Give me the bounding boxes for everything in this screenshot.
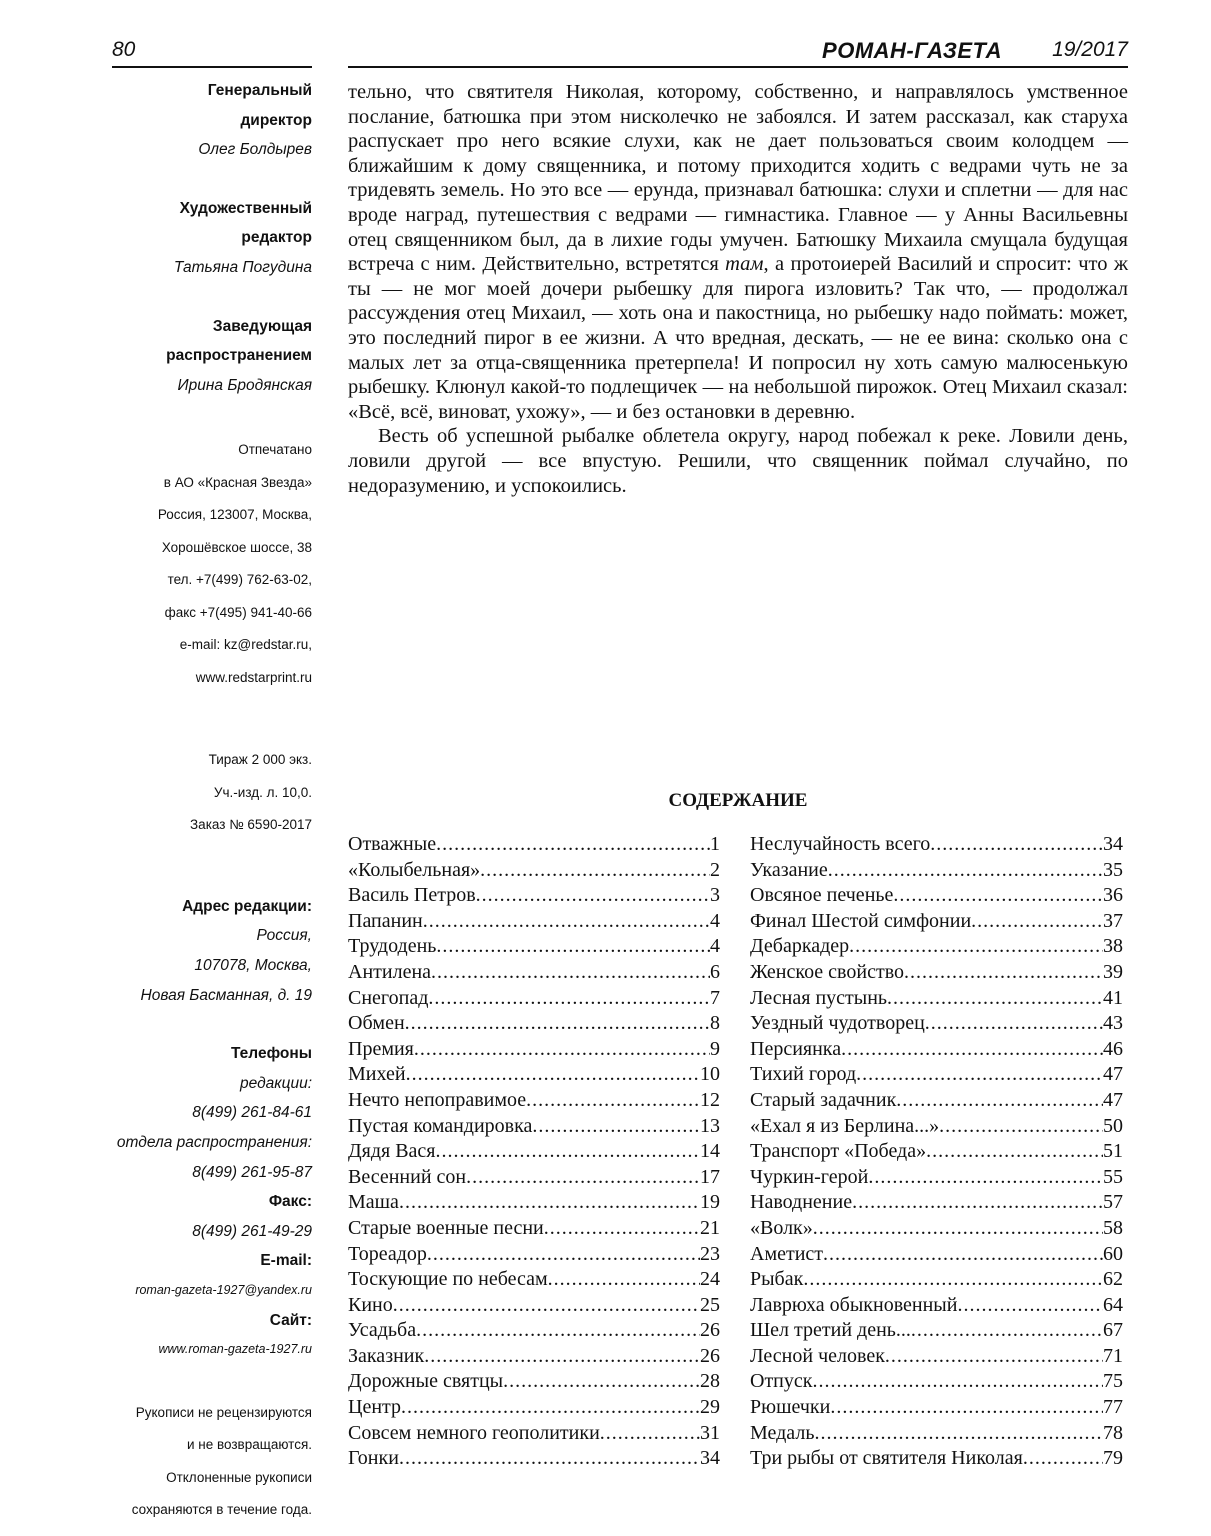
toc-item-page: 50 bbox=[1103, 1114, 1123, 1137]
toc-item-page: 31 bbox=[700, 1421, 720, 1444]
toc-item-page: 38 bbox=[1103, 935, 1123, 958]
toc-item bbox=[348, 858, 720, 884]
article-text-run: , а протоиерей Василий и спросит: что ж ты — не мог моей дочери рыбешку для пирога изловить? Так что, — продолжал рассуждения отец Михаил, — хоть она и пакостница, но рыбешку надо поймать: может, это последний пирог в ее жизни. А что вредная, дескать, — не ее вина: сколько она с малых лет за отца-священника претерпела! И попросил ну хоть самую малюсенькую рыбешку. Клюнул какой-то подлещичек — на небольшой пирожок. Отец Михаил сказал: «Всё, всё, виноват, ухожу», — и без остановки в деревню. bbox=[348, 253, 1128, 423]
toc-leader-dots bbox=[476, 883, 710, 909]
toc-leader-dots bbox=[828, 858, 1103, 884]
toc-item-page: 10 bbox=[700, 1063, 720, 1086]
toc-item bbox=[348, 1216, 720, 1242]
header-left bbox=[112, 38, 312, 68]
toc-item bbox=[348, 934, 720, 960]
toc-item-title: Аметист bbox=[750, 1242, 824, 1265]
toc-leader-dots bbox=[911, 1318, 1103, 1344]
toc-leader-dots bbox=[852, 1190, 1103, 1216]
gen-dir-name: Олег Болдырев bbox=[198, 141, 312, 159]
toc-item-page: 25 bbox=[700, 1293, 720, 1316]
toc-item-title: Шел третий день... bbox=[750, 1319, 911, 1342]
printer-line: e-mail: kz@redstar.ru, bbox=[179, 637, 312, 653]
toc-item-title: Три рыбы от святителя Николая bbox=[750, 1447, 1023, 1470]
toc-item bbox=[348, 1190, 720, 1216]
toc-item-page: 41 bbox=[1103, 986, 1123, 1009]
toc-leader-dots bbox=[416, 1318, 700, 1344]
toc-item bbox=[348, 1088, 720, 1114]
toc-item bbox=[750, 832, 1123, 858]
printer-line: факс +7(495) 941-40-66 bbox=[164, 604, 312, 620]
toc-column-right bbox=[750, 832, 1123, 1472]
toc-item bbox=[750, 986, 1123, 1012]
toc-leader-dots bbox=[925, 1011, 1103, 1037]
phones-dist: 8(499) 261-95-87 bbox=[192, 1163, 312, 1181]
toc-leader-dots bbox=[480, 858, 710, 884]
toc-item-page: 21 bbox=[700, 1216, 720, 1239]
toc-item-title: «Ехал я из Берлина...» bbox=[750, 1114, 940, 1137]
toc-leader-dots bbox=[423, 909, 710, 935]
toc-item bbox=[348, 1165, 720, 1191]
toc-item-page: 64 bbox=[1103, 1293, 1123, 1316]
imprint-sidebar bbox=[100, 76, 312, 1527]
fax-title: Факс: bbox=[268, 1193, 312, 1211]
article-text bbox=[348, 80, 1128, 498]
toc-item bbox=[750, 1114, 1123, 1140]
toc-item-page: 26 bbox=[700, 1344, 720, 1367]
toc-item bbox=[348, 1293, 720, 1319]
toc-item-page: 9 bbox=[710, 1037, 720, 1060]
toc-leader-dots bbox=[885, 1344, 1103, 1370]
toc-item-title: Тореадор bbox=[348, 1242, 427, 1265]
toc-item-title: Уездный чудотворец bbox=[750, 1012, 925, 1035]
toc-item-title: Дебаркадер bbox=[750, 935, 850, 958]
toc-item-page: 1 bbox=[710, 833, 720, 855]
toc-item bbox=[348, 960, 720, 986]
toc-item-page: 3 bbox=[710, 884, 720, 907]
toc-item-page: 67 bbox=[1103, 1319, 1123, 1342]
toc-title: СОДЕРЖАНИЕ bbox=[668, 790, 808, 811]
toc-item bbox=[348, 1267, 720, 1293]
toc-column-left bbox=[348, 832, 720, 1472]
notice-line: Рукописи не рецензируются bbox=[135, 1404, 312, 1420]
toc-item bbox=[750, 1318, 1123, 1344]
toc-item-title: Овсяное печенье bbox=[750, 884, 894, 907]
toc-leader-dots bbox=[544, 1216, 700, 1242]
toc-item bbox=[750, 909, 1123, 935]
toc-item-page: 79 bbox=[1103, 1447, 1123, 1470]
toc-item-title: Персиянка bbox=[750, 1037, 842, 1060]
toc-item bbox=[348, 1395, 720, 1421]
toc-item-title: Кино bbox=[348, 1293, 393, 1316]
toc-item bbox=[750, 1165, 1123, 1191]
toc-item-page: 55 bbox=[1103, 1165, 1123, 1188]
toc-item-title: Тоскующие по небесам bbox=[348, 1268, 548, 1291]
toc-item-title: Рыбак bbox=[750, 1268, 804, 1291]
toc-leader-dots bbox=[939, 1114, 1103, 1140]
toc-leader-dots bbox=[399, 1446, 700, 1472]
toc-item-title: Медаль bbox=[750, 1421, 815, 1444]
art-ed-name: Татьяна Погудина bbox=[173, 258, 312, 276]
toc-item-page: 6 bbox=[710, 960, 720, 983]
toc-leader-dots bbox=[893, 883, 1103, 909]
toc-leader-dots bbox=[930, 832, 1103, 858]
toc-item bbox=[348, 1037, 720, 1063]
gen-dir-title-2: директор bbox=[240, 111, 312, 129]
toc-item bbox=[348, 1318, 720, 1344]
phones-editorial-label: редакции: bbox=[240, 1074, 312, 1092]
gen-dir-title-1: Генеральный bbox=[207, 82, 312, 99]
toc-item-title: «Колыбельная» bbox=[348, 858, 481, 881]
toc-item-page: 37 bbox=[1103, 909, 1123, 932]
toc-leader-dots bbox=[957, 1293, 1103, 1319]
notice-line: сохраняются в течение года. bbox=[131, 1502, 312, 1518]
toc-leader-dots bbox=[841, 1037, 1103, 1063]
print-run-info bbox=[100, 744, 312, 842]
printer-info bbox=[100, 434, 312, 694]
notice-line: Отклоненные рукописи bbox=[166, 1469, 312, 1485]
toc-leader-dots bbox=[830, 1395, 1103, 1421]
toc-item-title: Михей bbox=[348, 1063, 406, 1086]
toc-item-page: 36 bbox=[1103, 884, 1123, 907]
toc-item-title: Дядя Вася bbox=[348, 1140, 436, 1163]
art-ed-title-1: Художественный bbox=[179, 199, 312, 217]
toc-item bbox=[750, 1421, 1123, 1447]
phones-editorial: 8(499) 261-84-61 bbox=[192, 1104, 312, 1122]
toc-item-title: Лесная пустынь bbox=[750, 986, 888, 1009]
toc-item-page: 57 bbox=[1103, 1191, 1123, 1214]
article-text-run: тельно, что святителя Николая, которому, собственно, и направлялось умственное послание, батюшка при этом нисколечко не забоялся. И затем рассказал, как старуха распускает про него всякие слухи, как не дает пользоваться своим колодцем — ближайшим к дому священника, и потому приходится ходить с ведрами чуть не за тридевять земель. Но это все — ерунда, признавал батюшка: слухи и сплетни — для нас вроде наград, путешествия с ведрами — гимнастика. Главное — у Анны Васильевны отец священником был, да в лихие годы умучен. Батюшку Михаила смущала будущая встреча с ним. Действительно, встретятся bbox=[348, 81, 1128, 276]
toc-item-page: 34 bbox=[1103, 833, 1123, 855]
printer-line: в АО «Красная Звезда» bbox=[163, 474, 312, 490]
toc-item-page: 23 bbox=[700, 1242, 720, 1265]
page-number: 80 bbox=[112, 38, 136, 61]
article-paragraph bbox=[348, 80, 1128, 424]
toc-item bbox=[750, 1344, 1123, 1370]
toc-item-page: 12 bbox=[700, 1088, 720, 1111]
address-line: Россия, bbox=[256, 927, 312, 945]
toc-item-page: 39 bbox=[1103, 960, 1123, 983]
toc-item-title: Папанин bbox=[348, 909, 423, 932]
toc-item-page: 34 bbox=[700, 1447, 720, 1470]
dist-title-1: Заведующая bbox=[212, 317, 312, 335]
toc-item bbox=[348, 1344, 720, 1370]
toc-leader-dots bbox=[887, 986, 1103, 1012]
site-title: Сайт: bbox=[269, 1311, 312, 1329]
toc-leader-dots bbox=[399, 1190, 700, 1216]
toc-item bbox=[750, 883, 1123, 909]
art-ed-title-2: редактор bbox=[241, 229, 312, 247]
toc-leader-dots bbox=[896, 1088, 1103, 1114]
site-url: www.roman-gazeta-1927.ru bbox=[158, 1342, 312, 1357]
toc-item-title: Антилена bbox=[348, 960, 432, 983]
printer-line: Отпечатано bbox=[238, 442, 312, 458]
toc-item-title: Женское свойство bbox=[750, 960, 904, 983]
toc-item-page: 14 bbox=[700, 1140, 720, 1163]
toc-leader-dots bbox=[868, 1165, 1103, 1191]
toc-item-title: Лесной человек bbox=[750, 1344, 885, 1367]
toc-item bbox=[750, 1369, 1123, 1395]
toc-leader-dots bbox=[436, 832, 710, 858]
toc-leader-dots bbox=[823, 1242, 1103, 1268]
toc-item-page: 7 bbox=[710, 986, 720, 1009]
toc-item-title: Отважные bbox=[348, 833, 437, 855]
toc-item-page: 58 bbox=[1103, 1216, 1123, 1239]
toc-leader-dots bbox=[1023, 1446, 1103, 1472]
toc-item-page: 43 bbox=[1103, 1012, 1123, 1035]
toc-item-title: Василь Петров bbox=[348, 884, 476, 907]
toc-item bbox=[348, 832, 720, 858]
toc-item-title: Наводнение bbox=[750, 1191, 853, 1214]
printer-line: тел. +7(499) 762-63-02, bbox=[167, 572, 312, 588]
toc-item-page: 47 bbox=[1103, 1088, 1123, 1111]
toc-leader-dots bbox=[600, 1421, 700, 1447]
magazine-title: РОМАН-ГАЗЕТА bbox=[822, 38, 1002, 63]
toc-item bbox=[348, 909, 720, 935]
toc-leader-dots bbox=[393, 1293, 700, 1319]
toc-item-page: 2 bbox=[710, 858, 720, 881]
toc-item-title: Лаврюха обыкновенный bbox=[750, 1293, 958, 1316]
toc-leader-dots bbox=[428, 986, 710, 1012]
dist-title-2: распространением bbox=[166, 347, 312, 365]
toc-item-title: «Волк» bbox=[750, 1216, 813, 1239]
toc-leader-dots bbox=[926, 1139, 1103, 1165]
toc-item bbox=[750, 1395, 1123, 1421]
toc-item-title: Снегопад bbox=[348, 986, 429, 1009]
toc-item-title: Финал Шестой симфонии bbox=[750, 909, 972, 932]
toc-item-title: Усадьба bbox=[348, 1319, 417, 1342]
toc-item bbox=[750, 1062, 1123, 1088]
toc-item bbox=[750, 934, 1123, 960]
toc-item bbox=[750, 1037, 1123, 1063]
toc-item-page: 78 bbox=[1103, 1421, 1123, 1444]
toc-item bbox=[348, 883, 720, 909]
toc-item-page: 28 bbox=[700, 1370, 720, 1393]
toc-item-page: 19 bbox=[700, 1191, 720, 1214]
toc-item-page: 71 bbox=[1103, 1344, 1123, 1367]
toc-leader-dots bbox=[401, 1395, 700, 1421]
toc-leader-dots bbox=[849, 934, 1103, 960]
toc-item bbox=[750, 960, 1123, 986]
toc-item bbox=[750, 1293, 1123, 1319]
address-line: Новая Басманная, д. 19 bbox=[140, 986, 312, 1004]
toc-leader-dots bbox=[814, 1421, 1103, 1447]
toc-item bbox=[348, 1011, 720, 1037]
toc-item bbox=[348, 1242, 720, 1268]
toc-leader-dots bbox=[803, 1267, 1103, 1293]
toc-item-page: 4 bbox=[710, 935, 720, 958]
toc-leader-dots bbox=[526, 1088, 700, 1114]
toc-item bbox=[750, 1139, 1123, 1165]
dist-name: Ирина Бродянская bbox=[177, 376, 312, 394]
issue-number: 19/2017 bbox=[1052, 38, 1128, 61]
toc-item-title: Нечто непоправимое bbox=[348, 1088, 527, 1111]
toc-item-title: Премия bbox=[348, 1037, 414, 1060]
toc-item bbox=[348, 1139, 720, 1165]
article-paragraph: Весть об успешной рыбалке облетела округу, народ побежал к реке. Ловили день, ловили другой — все впустую. Решили, что священник поймал случайно, по недоразумению, и успокоились. bbox=[348, 425, 1128, 497]
toc-item-page: 77 bbox=[1103, 1396, 1123, 1419]
phones-title: Телефоны bbox=[230, 1045, 312, 1063]
phones-dist-label: отдела распространения: bbox=[116, 1134, 312, 1151]
toc-leader-dots bbox=[427, 1242, 700, 1268]
toc-item-page: 26 bbox=[700, 1319, 720, 1342]
toc-item bbox=[348, 1421, 720, 1447]
toc-item-title: Указание bbox=[750, 858, 828, 881]
toc-item bbox=[348, 1062, 720, 1088]
address-line: 107078, Москва, bbox=[194, 957, 312, 975]
toc-leader-dots bbox=[436, 1139, 700, 1165]
notice-line: и не возвращаются. bbox=[186, 1437, 312, 1453]
toc-item-page: 75 bbox=[1103, 1370, 1123, 1393]
toc-leader-dots bbox=[532, 1114, 700, 1140]
toc-item-title: Рюшечки bbox=[750, 1396, 831, 1419]
toc-item bbox=[750, 1242, 1123, 1268]
printer-line: Россия, 123007, Москва, bbox=[157, 507, 312, 523]
toc-item-title: Обмен bbox=[348, 1012, 405, 1035]
toc-item bbox=[750, 1088, 1123, 1114]
toc-leader-dots bbox=[414, 1037, 710, 1063]
toc-leader-dots bbox=[813, 1216, 1103, 1242]
fax-number: 8(499) 261-49-29 bbox=[192, 1222, 312, 1240]
toc-item-title: Совсем немного геополитики bbox=[348, 1421, 600, 1444]
address-title: Адрес редакции: bbox=[182, 897, 312, 915]
toc-leader-dots bbox=[548, 1267, 700, 1293]
toc-item-title: Дорожные святцы bbox=[348, 1370, 504, 1393]
printer-line: www.redstarprint.ru bbox=[195, 669, 312, 685]
toc-leader-dots bbox=[856, 1062, 1103, 1088]
toc-item-title: Старые военные песни bbox=[348, 1216, 544, 1239]
toc-item-page: 8 bbox=[710, 1012, 720, 1035]
toc-item-page: 51 bbox=[1103, 1140, 1123, 1163]
toc-item-title: Отпуск bbox=[750, 1370, 813, 1393]
toc-leader-dots bbox=[466, 1165, 700, 1191]
toc-item-page: 35 bbox=[1103, 858, 1123, 881]
print-run-line: Уч.-изд. л. 10,0. bbox=[213, 784, 312, 800]
print-run-line: Тираж 2 000 экз. bbox=[208, 752, 312, 768]
toc-item-page: 4 bbox=[710, 909, 720, 932]
toc-item-page: 17 bbox=[700, 1165, 720, 1188]
toc-item-page: 62 bbox=[1103, 1268, 1123, 1291]
email-title: E-mail: bbox=[260, 1252, 312, 1270]
toc-item-page: 24 bbox=[700, 1268, 720, 1291]
print-run-line: Заказ № 6590-2017 bbox=[190, 817, 312, 833]
toc-item-title: Трудодень bbox=[348, 935, 437, 958]
toc-item-page: 47 bbox=[1103, 1063, 1123, 1086]
header-right bbox=[348, 38, 1128, 68]
toc-item-page: 13 bbox=[700, 1114, 720, 1137]
toc-leader-dots bbox=[436, 934, 710, 960]
toc-item-title: Центр bbox=[348, 1396, 402, 1419]
toc-item-title: Заказник bbox=[348, 1344, 425, 1367]
toc-item-title: Весенний сон bbox=[348, 1165, 467, 1188]
toc-item bbox=[348, 1446, 720, 1472]
toc-leader-dots bbox=[904, 960, 1103, 986]
toc-item bbox=[348, 1369, 720, 1395]
toc-item-title: Пустая командировка bbox=[348, 1114, 533, 1137]
printer-line: Хорошёвское шоссе, 38 bbox=[161, 539, 312, 555]
toc-item-title: Старый задачник bbox=[750, 1088, 897, 1111]
toc-item-title: Транспорт «Победа» bbox=[750, 1140, 927, 1163]
toc-item-page: 29 bbox=[700, 1396, 720, 1419]
toc-item bbox=[750, 1011, 1123, 1037]
toc-leader-dots bbox=[405, 1011, 710, 1037]
toc-leader-dots bbox=[431, 960, 710, 986]
toc-item bbox=[750, 1446, 1123, 1472]
toc-leader-dots bbox=[503, 1369, 700, 1395]
toc-leader-dots bbox=[424, 1344, 700, 1370]
toc-item bbox=[348, 1114, 720, 1140]
toc-leader-dots bbox=[406, 1062, 700, 1088]
toc-item-page: 60 bbox=[1103, 1242, 1123, 1265]
toc-item-title: Тихий город bbox=[750, 1063, 857, 1086]
toc-item bbox=[750, 1190, 1123, 1216]
manuscript-notice bbox=[100, 1397, 312, 1527]
toc-item-title: Неслучайность всего bbox=[750, 833, 931, 855]
email-address: roman-gazeta-1927@yandex.ru bbox=[135, 1282, 312, 1297]
toc-leader-dots bbox=[971, 909, 1103, 935]
article-emphasis: там bbox=[725, 253, 764, 276]
toc-item bbox=[750, 858, 1123, 884]
toc-item-page: 46 bbox=[1103, 1037, 1123, 1060]
toc-item-title: Маша bbox=[348, 1191, 399, 1214]
toc-item-title: Чуркин-герой bbox=[750, 1165, 869, 1188]
toc-leader-dots bbox=[812, 1369, 1103, 1395]
toc-item bbox=[750, 1216, 1123, 1242]
toc-item-title: Гонки bbox=[348, 1447, 399, 1470]
toc-item bbox=[348, 986, 720, 1012]
toc-item bbox=[750, 1267, 1123, 1293]
